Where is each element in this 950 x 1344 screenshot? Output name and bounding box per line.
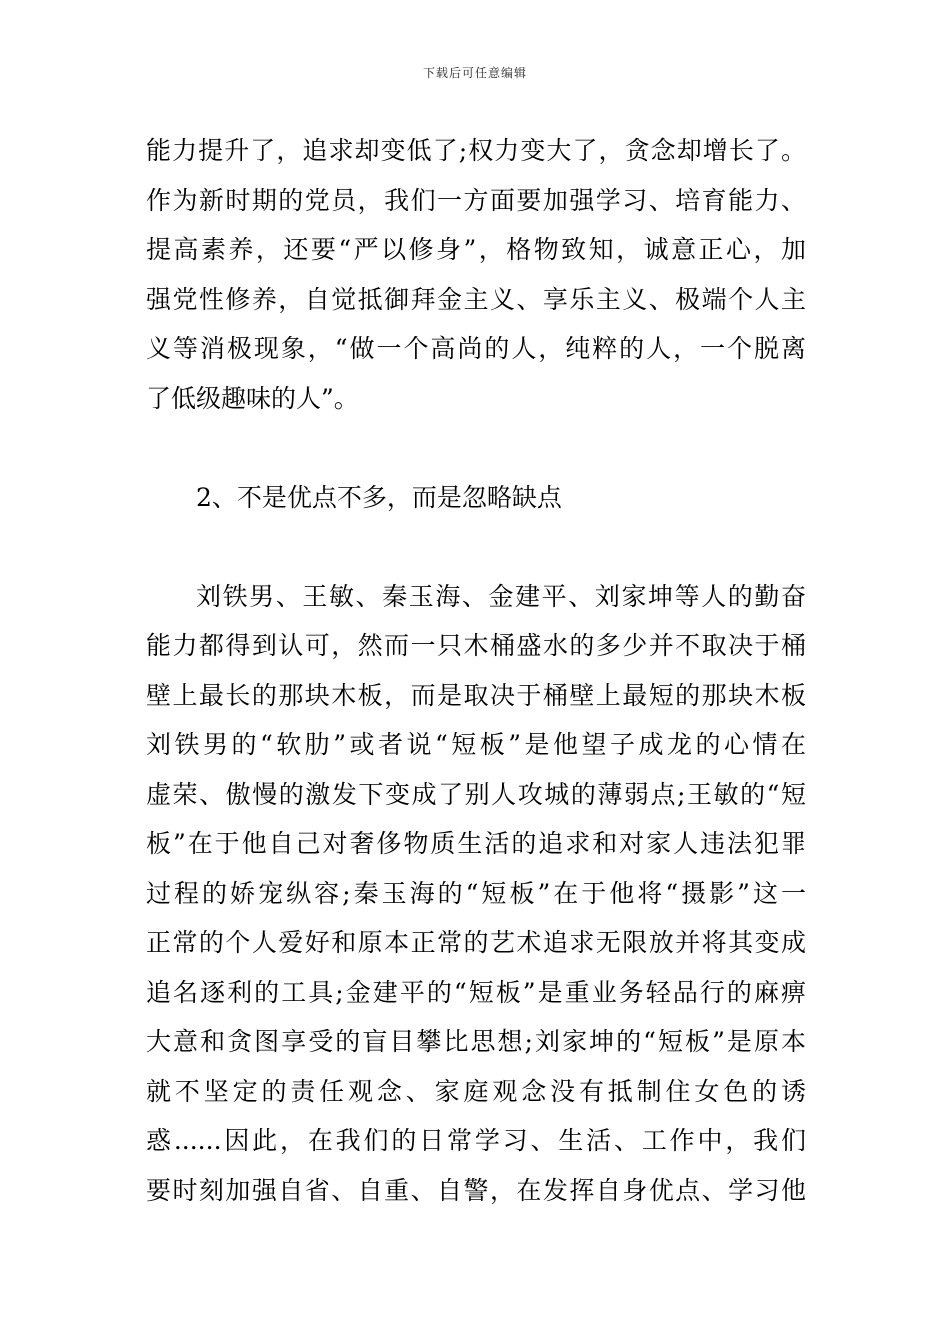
section-heading: [146, 473, 806, 523]
text-line: 刘铁男的“软肋”或者说“短板”是他望子成龙的心情在: [146, 730, 806, 759]
paragraph-gap: [146, 522, 806, 572]
document-body: [146, 126, 806, 1215]
text-line: 强党性修养，自觉抵御拜金主义、享乐主义、极端个人主: [146, 284, 806, 314]
paragraph: [146, 572, 806, 1216]
page-header: 下载后可任意编辑: [422, 66, 527, 80]
text-line: 过程的娇宠纵容;秦玉海的“短板”在于他将“摄影”这一: [146, 878, 806, 908]
paragraph-gap: [146, 423, 806, 473]
text-line: 大意和贪图享受的盲目攀比思想;刘家坤的“短板”是原本: [146, 1027, 806, 1056]
heading-line: 2、不是优点不多，而是忽略缺点: [196, 482, 562, 512]
text-line: 板”在于他自己对奢侈物质生活的追求和对家人违法犯罪: [146, 829, 806, 858]
text-line: 了低级趣味的人”。: [146, 383, 359, 413]
text-line: 正常的个人爱好和原本正常的艺术追求无限放并将其变成: [146, 928, 806, 957]
text-line: 刘铁男、王敏、秦玉海、金建平、刘家坤等人的勤奋: [196, 581, 806, 611]
text-line: 就不坚定的责任观念、家庭观念没有抵制住女色的诱: [146, 1076, 806, 1106]
text-line: 能力都得到认可，然而一只木桶盛水的多少并不取决于桶: [146, 631, 806, 660]
text-line: 作为新时期的党员，我们一方面要加强学习、培育能力、: [146, 185, 806, 215]
text-line: 虚荣、傲慢的激发下变成了别人攻城的薄弱点;王敏的“短: [146, 779, 806, 809]
paragraph: [146, 126, 806, 423]
text-line: 追名逐利的工具;金建平的“短板”是重业务轻品行的麻痹: [146, 977, 806, 1007]
text-line: 要时刻加强自省、自重、自警，在发挥自身优点、学习他: [146, 1175, 806, 1205]
text-line: 壁上最长的那块木板，而是取决于桶壁上最短的那块木板: [146, 680, 806, 710]
text-line: 提高素养，还要“严以修身”，格物致知，诚意正心，加: [146, 235, 806, 264]
text-line: 惑......因此，在我们的日常学习、生活、工作中，我们: [146, 1126, 806, 1155]
text-line: 义等消极现象，“做一个高尚的人，纯粹的人，一个脱离: [146, 334, 806, 363]
text-line: 能力提升了，追求却变低了;权力变大了，贪念却增长了。: [146, 136, 806, 165]
